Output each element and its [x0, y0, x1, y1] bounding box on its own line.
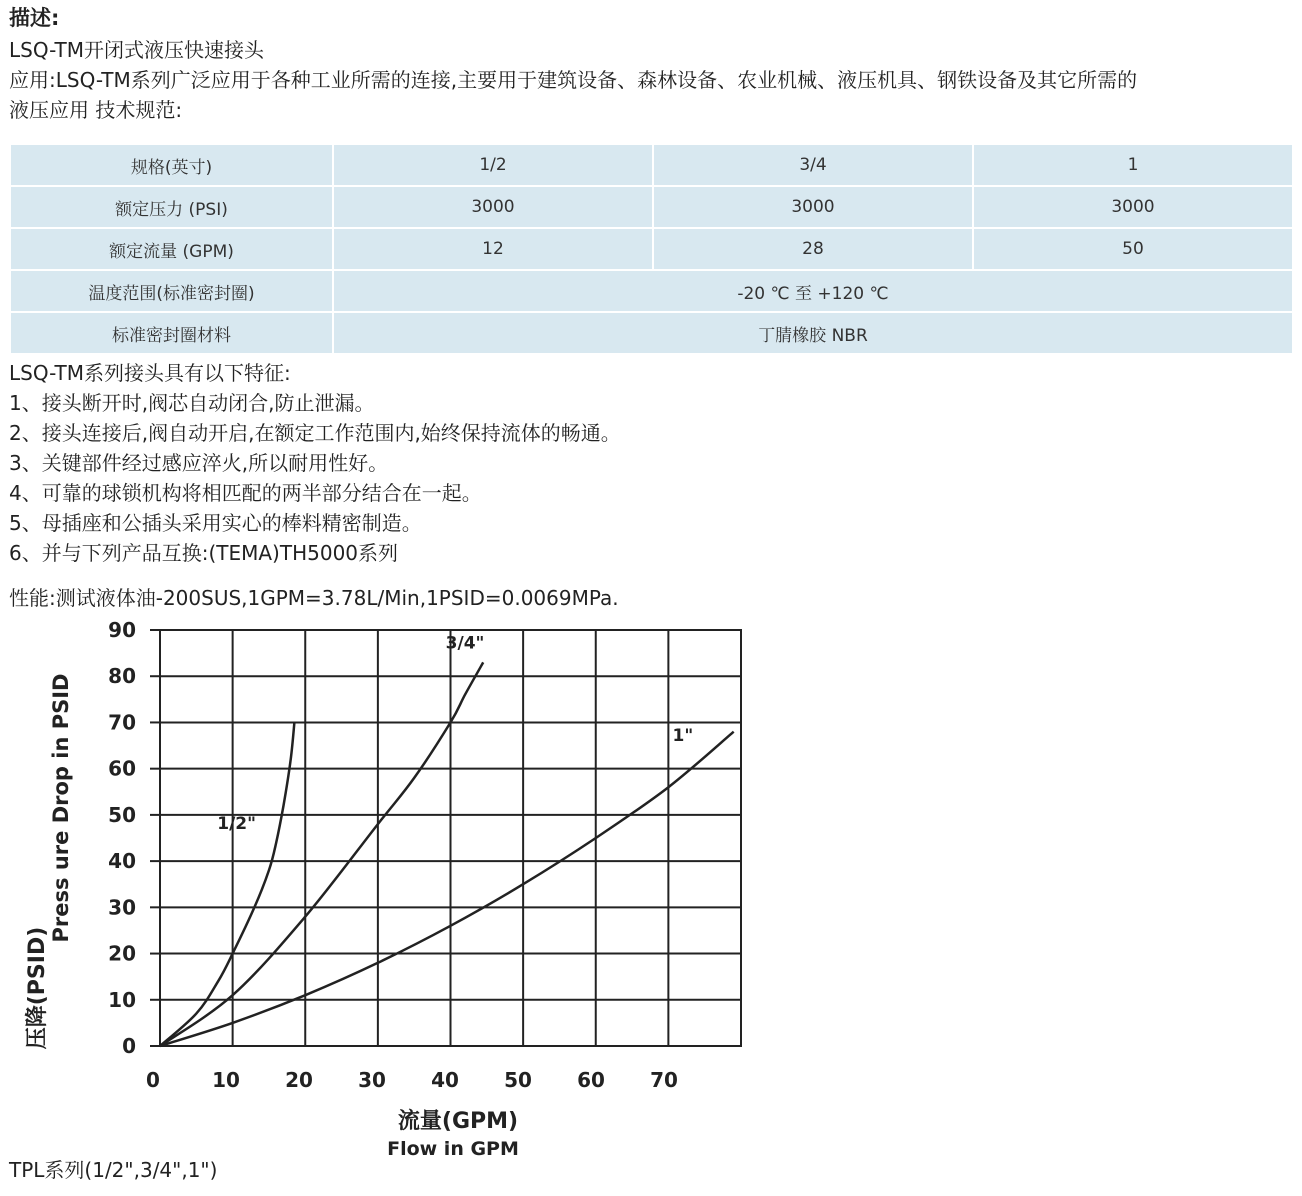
feature-list — [9, 358, 621, 568]
spec-cell-merged: 丁腈橡胶 NBR — [333, 312, 1293, 354]
x-tick-label: 50 — [504, 1068, 532, 1092]
application-text-line2: 液压应用 技术规范: — [9, 98, 183, 122]
spec-cell: 28 — [653, 228, 973, 270]
y-tick-label: 30 — [108, 895, 136, 920]
y-tick-label: 50 — [108, 802, 136, 827]
product-name: LSQ-TM开闭式液压快速接头 — [9, 38, 264, 62]
x-tick-label: 0 — [146, 1068, 160, 1092]
spec-row-pressure — [10, 186, 1293, 228]
series-label-2: 3/4" — [445, 633, 485, 654]
chart-caption: TPL系列(1/2",3/4",1") — [9, 1158, 218, 1182]
spec-cell: 3000 — [333, 186, 653, 228]
x-tick-label: 30 — [358, 1068, 386, 1092]
x-axis-label-en: Flow in GPM — [387, 1138, 519, 1160]
spec-cell: 3000 — [653, 186, 973, 228]
y-tick-label: 10 — [108, 987, 136, 1012]
spec-cell: 1/2 — [333, 144, 653, 186]
spec-cell-merged: -20 ℃ 至 +120 ℃ — [333, 270, 1293, 312]
x-tick-label: 70 — [650, 1068, 678, 1092]
spec-label: 标准密封圈材料 — [10, 312, 333, 354]
application-text-line1: 应用:LSQ-TM系列广泛应用于各种工业所需的连接,主要用于建筑设备、森林设备、农业机械、液压机具、钢铁设备及其它所需的 — [9, 68, 1138, 92]
y-axis-label: 压降(PSID) — [25, 926, 50, 1050]
x-tick-label: 10 — [212, 1068, 240, 1092]
chart-ticks — [108, 618, 678, 1092]
spec-cell: 50 — [973, 228, 1293, 270]
pressure-drop-chart — [0, 612, 780, 1164]
series-label-3: 1" — [672, 725, 694, 746]
y-tick-label: 70 — [108, 710, 136, 735]
feature-item: 2、接头连接后,阀自动开启,在额定工作范围内,始终保持流体的畅通。 — [9, 421, 621, 445]
chart-grid — [160, 630, 741, 1046]
series-label-1: 1/2" — [217, 813, 256, 834]
feature-lead: LSQ-TM系列接头具有以下特征: — [9, 361, 291, 385]
chart-series — [160, 633, 734, 1046]
y-tick-label: 80 — [108, 664, 136, 689]
feature-item: 6、并与下列产品互换:(TEMA)TH5000系列 — [9, 541, 399, 565]
x-axis-label: 流量(GPM) — [397, 1109, 519, 1134]
performance-note: 性能:测试液体油-200SUS,1GPM=3.78L/Min,1PSID=0.0069MPa. — [9, 586, 619, 610]
spec-cell: 3/4 — [653, 144, 973, 186]
spec-label: 额定流量 (GPM) — [10, 228, 333, 270]
spec-row-flow — [10, 228, 1293, 270]
y-tick-label: 60 — [108, 756, 136, 781]
spec-table — [9, 143, 1294, 355]
feature-item: 3、关键部件经过感应淬火,所以耐用性好。 — [9, 451, 389, 475]
spec-row-seal-material — [10, 312, 1293, 354]
x-tick-label: 20 — [285, 1068, 313, 1092]
y-tick-label: 40 — [108, 849, 136, 874]
y-tick-label: 20 — [108, 941, 136, 966]
spec-cell: 3000 — [973, 186, 1293, 228]
spec-row-temperature — [10, 270, 1293, 312]
x-tick-label: 40 — [431, 1068, 459, 1092]
spec-row-size — [10, 144, 1293, 186]
feature-item: 1、接头断开时,阀芯自动闭合,防止泄漏。 — [9, 391, 375, 415]
spec-label: 温度范围(标准密封圈) — [10, 270, 333, 312]
spec-label: 规格(英寸) — [10, 144, 333, 186]
y-axis-label-en: Press ure Drop in PSID — [49, 673, 73, 943]
y-tick-label: 0 — [122, 1034, 136, 1058]
description-title: 描述: — [9, 6, 60, 30]
spec-label: 额定压力 (PSI) — [10, 186, 333, 228]
y-tick-label: 90 — [108, 618, 136, 642]
series-line-1 — [160, 722, 294, 1046]
spec-cell: 1 — [973, 144, 1293, 186]
spec-cell: 12 — [333, 228, 653, 270]
x-tick-label: 60 — [577, 1068, 605, 1092]
feature-item: 5、母插座和公插头采用实心的棒料精密制造。 — [9, 511, 422, 535]
feature-item: 4、可靠的球锁机构将相匹配的两半部分结合在一起。 — [9, 481, 482, 505]
